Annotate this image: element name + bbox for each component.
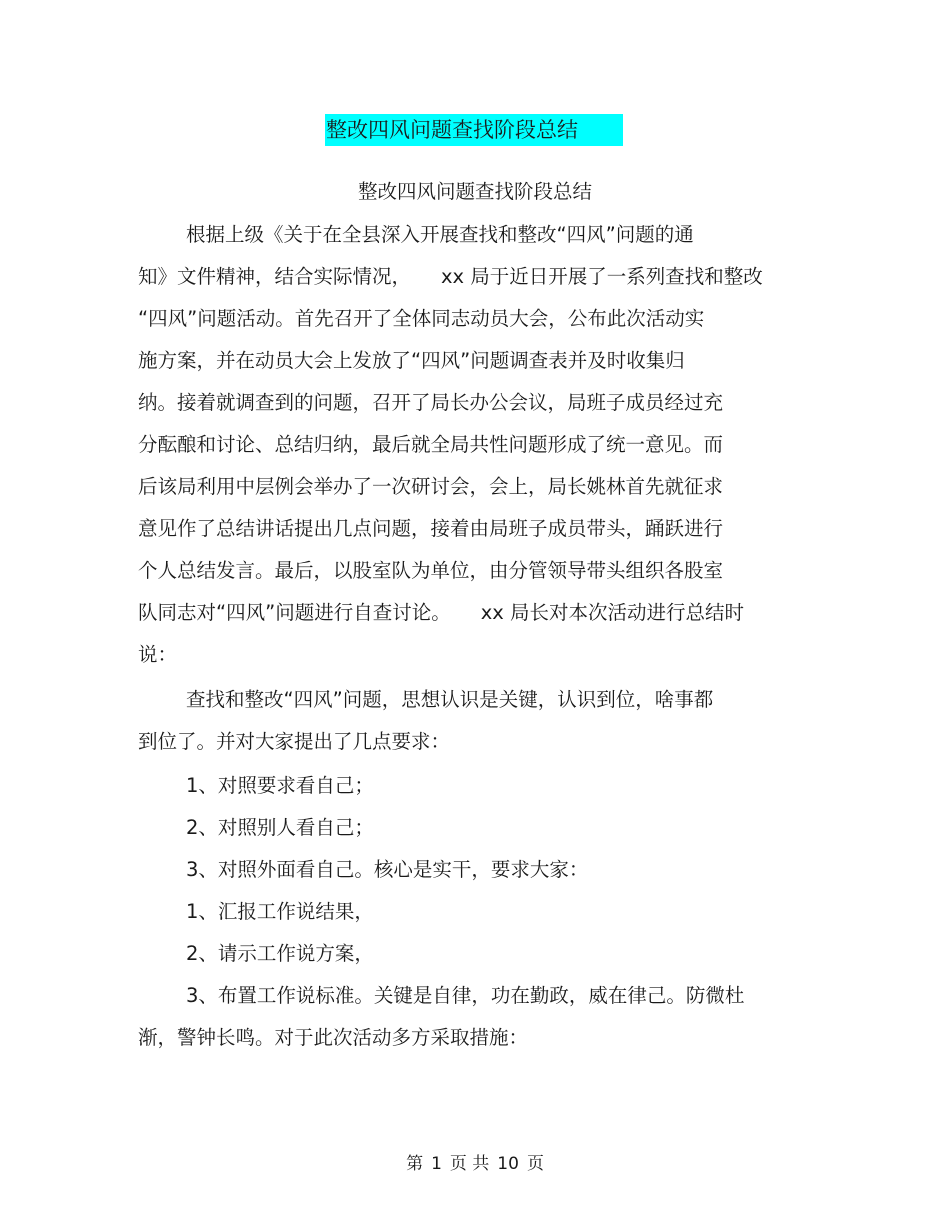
list-item: 3、布置工作说标准。关键是自律，功在勤政，威在律己。防微杜 xyxy=(186,984,745,1007)
paragraph-line: 查找和整改“四风”问题，思想认识是关键，认识到位，啥事都 xyxy=(186,688,714,711)
footer-middle: 页 共 xyxy=(449,1154,490,1174)
paragraph-line: 施方案，并在动员大会上发放了“四风”问题调查表并及时收集归 xyxy=(138,349,685,372)
paragraph-line: “四风”问题活动。首先召开了全体同志动员大会，公布此次活动实 xyxy=(138,307,705,330)
highlighted-title: 整改四风问题查找阶段总结 xyxy=(325,114,623,146)
paragraph-line: 意见作了总结讲话提出几点问题，接着由局班子成员带头，踊跃进行 xyxy=(138,517,724,540)
paragraph-line: 到位了。并对大家提出了几点要求： xyxy=(138,730,451,753)
paragraph-line: 分酝酿和讨论、总结归纳，最后就全局共性问题形成了统一意见。而 xyxy=(138,433,724,456)
paragraph-line: 渐，警钟长鸣。对于此次活动多方采取措施： xyxy=(138,1026,529,1049)
paragraph-line: 根据上级《关于在全县深入开展查找和整改“四风”问题的通 xyxy=(186,223,694,246)
page-footer xyxy=(0,1150,950,1178)
footer-suffix: 页 xyxy=(526,1154,544,1174)
list-item: 1、对照要求看自己； xyxy=(186,774,374,797)
footer-current-page: 1 xyxy=(431,1154,442,1174)
footer-total-pages: 10 xyxy=(497,1154,519,1174)
paragraph-line: 纳。接着就调查到的问题，召开了局长办公会议，局班子成员经过充 xyxy=(138,391,724,414)
list-item: 2、请示工作说方案， xyxy=(186,942,374,965)
paragraph-line: 后该局利用中层例会举办了一次研讨会，会上，局长姚林首先就征求 xyxy=(138,475,724,498)
list-item: 2、对照别人看自己； xyxy=(186,816,374,839)
paragraph-line: 知》文件精神，结合实际情况， xx 局于近日开展了一系列查找和整改 xyxy=(138,265,763,288)
paragraph-line: 说： xyxy=(138,643,178,666)
footer-prefix: 第 xyxy=(406,1154,424,1174)
paragraph-line: 队同志对“四风”问题进行自查讨论。 xx 局长对本次活动进行总结时 xyxy=(138,601,744,624)
paragraph-line: 个人总结发言。最后，以股室队为单位，由分管领导带头组织各股室 xyxy=(138,559,724,582)
document-title: 整改四风问题查找阶段总结 xyxy=(357,180,592,203)
list-item: 3、对照外面看自己。核心是实干，要求大家： xyxy=(186,858,589,881)
list-item: 1、汇报工作说结果， xyxy=(186,900,374,923)
